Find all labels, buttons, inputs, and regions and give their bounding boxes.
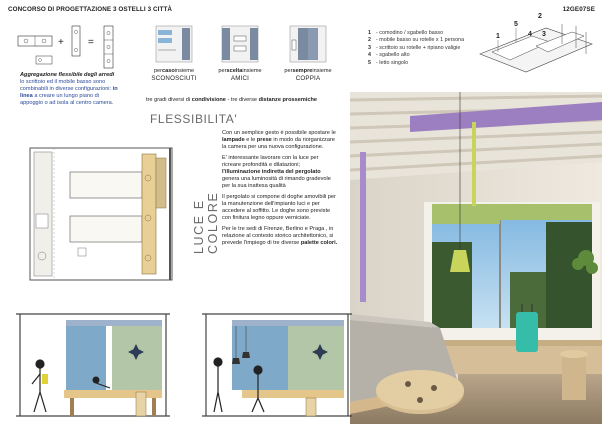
config-friends-label: AMICI [230, 75, 250, 82]
section-drawing-left [16, 312, 170, 420]
aggregation-rest: a creare un lungo piano di appoggio o ad isola al centro camera. [20, 93, 114, 106]
config-friends: persceltainsieme AMICI [206, 68, 274, 82]
header-code: 12GE07SE [562, 6, 595, 13]
config-plan-strangers [156, 26, 192, 62]
flex-body: Con un semplice gesto è possibile spostare le lampade e le prese in modo da riorganizzare la camera per una nuova configurazione. E' interessante lavorare con la luce per ricreare profondità e dilatazioni; l'illuminazione indiretta del pergolato genera una luminosità di rimando gradevole per la sua inattesa qualità Il pergolato si compone di doghe amovibili per la manutenzione dell'impianto luci e per accedere al soffitto. Le doghe sono previste con finitura legno oppure verniciate. Per le tre sedi di Firenze, Berlino e Praga , in relazione al contesto storico architettonico, si prevede l'impiego di tre diverse palette colori. [222, 130, 338, 246]
axo-label-3: 3 [542, 31, 546, 38]
header-title: CONCORSO DI PROGETTAZIONE 3 OSTELLI 3 CITTÀ [8, 6, 173, 13]
svg-text:=: = [88, 37, 94, 48]
aggregation-heading: Aggregazione flessibile degli arredi [20, 72, 115, 78]
config-plan-friends [222, 26, 258, 62]
room-render [350, 92, 602, 424]
flex-p3: Il pergolato si compone di doghe amovibili per la manutenzione dell'impianto luci e per accedere al soffitto. Le doghe sono previste con finitura legno oppure verniciate. [222, 194, 336, 221]
room-floor-plan [30, 148, 172, 280]
config-plan-couple [290, 26, 326, 62]
aggregation-emph: in linea [20, 86, 118, 99]
axo-label-5: 5 [514, 21, 518, 28]
axo-label-1: 1 [496, 33, 500, 40]
furniture-legend: 1 - comodino / sgabello basso 2 - mobile basso su rotelle x 1 persona 3 - scrittoio su rotelle + ripiano valigie 4 - sgabello alto 5 - letto singolo [368, 30, 465, 66]
config-strangers: percasoinsieme SCONOSCIUTI [140, 68, 208, 82]
axo-label-4: 4 [528, 31, 532, 38]
config-couple-label: COPPIA [295, 75, 321, 82]
axo-label-2: 2 [538, 13, 542, 20]
section-drawing-right [202, 312, 352, 420]
axonometric-drawing [476, 14, 596, 76]
flex-title: FLESSIBILITA' [150, 112, 238, 126]
config-couple: persempreinsieme COPPIA [274, 68, 342, 82]
distance-caption: tre gradi diversi di condivisione - tre diverse distanze prossemiche [146, 97, 318, 103]
aggregation-text [20, 72, 120, 107]
config-strangers-label: SCONOSCIUTI [151, 75, 197, 82]
aggregation-body: lo scrittoio ed il mobile basso sono combinabili in diverse configurazioni: [20, 79, 112, 92]
svg-text:+: + [58, 37, 64, 48]
furniture-combination-diagram [16, 24, 126, 72]
side-title: LUCE E COLORE [192, 191, 220, 254]
